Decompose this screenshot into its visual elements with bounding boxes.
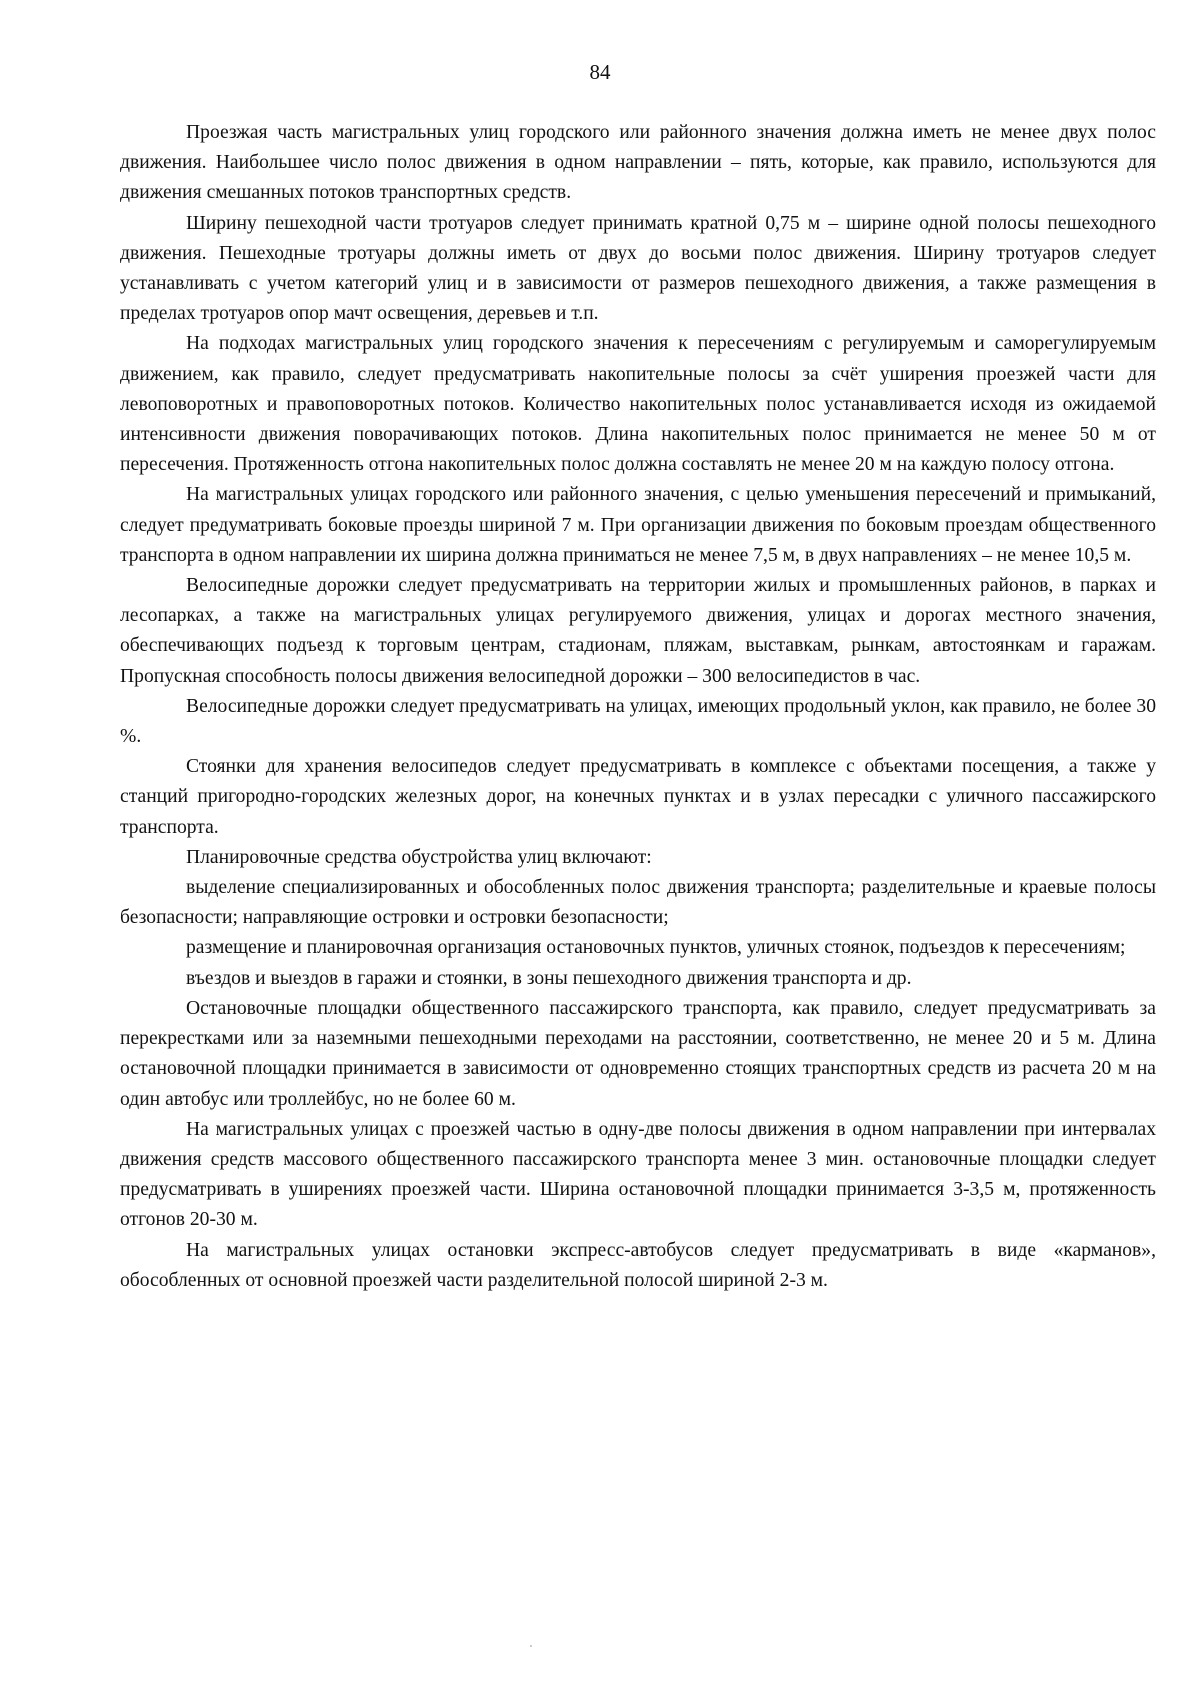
paragraph: Велосипедные дорожки следует предусматривать на улицах, имеющих продольный уклон, как правило, не более 30 %. xyxy=(120,695,1156,748)
paragraph: Стоянки для хранения велосипедов следует предусматривать в комплексе с объектами посещения, а также у станций пригородно-городских железных дорог, на конечных пунктах и в узлах пересадки с уличного пассажирского транспорта. xyxy=(120,756,1156,838)
paragraph: Планировочные средства обустройства улиц включают: xyxy=(186,846,652,868)
paragraph: Ширину пешеходной части тротуаров следует принимать кратной 0,75 м – ширине одной полосы пешеходного движения. Пешеходные тротуары должны иметь от двух до восьми полос движения. Ширину тротуаров следует устанавливать с учетом категорий улиц и в зависимости от размеров пешеходного движения, а также размещения в пределах тротуаров опор мачт освещения, деревьев и т.п. xyxy=(120,212,1156,325)
list-item: выделение специализированных и обособленных полос движения транспорта; разделительные и краевые полосы безопасности; направляющие островки и островки безопасности; xyxy=(120,877,1156,929)
list-item: въездов и выездов в гаражи и стоянки, в зоны пешеходного движения транспорта и др. xyxy=(186,967,912,989)
paragraph: На подходах магистральных улиц городского значения к пересечениям с регулируемым и саморегулируемым движением, как правило, следует предусматривать накопительные полосы за счёт уширения проезжей части для левоповоротных и правоповоротных потоков. Количество накопительных полос устанавливается исходя из ожидаемой интенсивности движения поворачивающих потоков. Длина накопительных полос принимается не менее 50 м от пересечения. Протяженность отгона накопительных полос должна составлять не менее 20 м на каждую полосу отгона. xyxy=(120,333,1156,476)
list-item: размещение и планировочная организация остановочных пунктов, уличных стоянок, подъездов к пересечениям; xyxy=(186,937,1126,959)
page-number: 84 xyxy=(589,60,611,84)
paragraph: На магистральных улицах городского или районного значения, с целью уменьшения пересечений и примыканий, следует предуматривать боковые проезды шириной 7 м. При организации движения по боковым проездам общественного транспорта в одном направлении их ширина должна приниматься не менее 7,5 м, в двух направлениях – не менее 10,5 м. xyxy=(120,484,1156,566)
paragraph: Остановочные площадки общественного пассажирского транспорта, как правило, следует предусматривать за перекрестками или за наземными пешеходными переходами на расстоянии, соответственно, не менее 20 и 5 м. Длина остановочной площадки принимается в зависимости от одновременно стоящих транспортных средств из расчета 20 м на один автобус или троллейбус, но не более 60 м. xyxy=(120,997,1156,1110)
paragraph: На магистральных улицах остановки экспресс-автобусов следует предусматривать в виде «карманов», обособленных от основной проезжей части разделительной полосой шириной 2-3 м. xyxy=(120,1239,1156,1291)
paragraph: Велосипедные дорожки следует предусматривать на территории жилых и промышленных районов, в парках и лесопарках, а также на магистральных улицах регулируемого движения, улицах и дорогах местного значения, обеспечивающих подъезд к торговым центрам, стадионам, пляжам, выставкам, рынкам, автостоянкам и гаражам. Пропускная способность полосы движения велосипедной дорожки – 300 велосипедистов в час. xyxy=(120,575,1156,687)
paragraph: Проезжая часть магистральных улиц городского или районного значения должна иметь не менее двух полос движения. Наибольшее число полос движения в одном направлении – пять, которые, как правило, используются для движения смешанных потоков транспортных средств. xyxy=(120,122,1156,204)
document-body xyxy=(120,118,1156,1296)
scan-speck xyxy=(530,1645,532,1647)
paragraph: На магистральных улицах с проезжей частью в одну-две полосы движения в одном направлении при интервалах движения средств массового общественного пассажирского транспорта менее 3 мин. остановочные площадки следует предусматривать в уширениях проезжей части. Ширина остановочной площадки принимается 3-3,5 м, протяженность отгонов 20-30 м. xyxy=(120,1118,1156,1231)
